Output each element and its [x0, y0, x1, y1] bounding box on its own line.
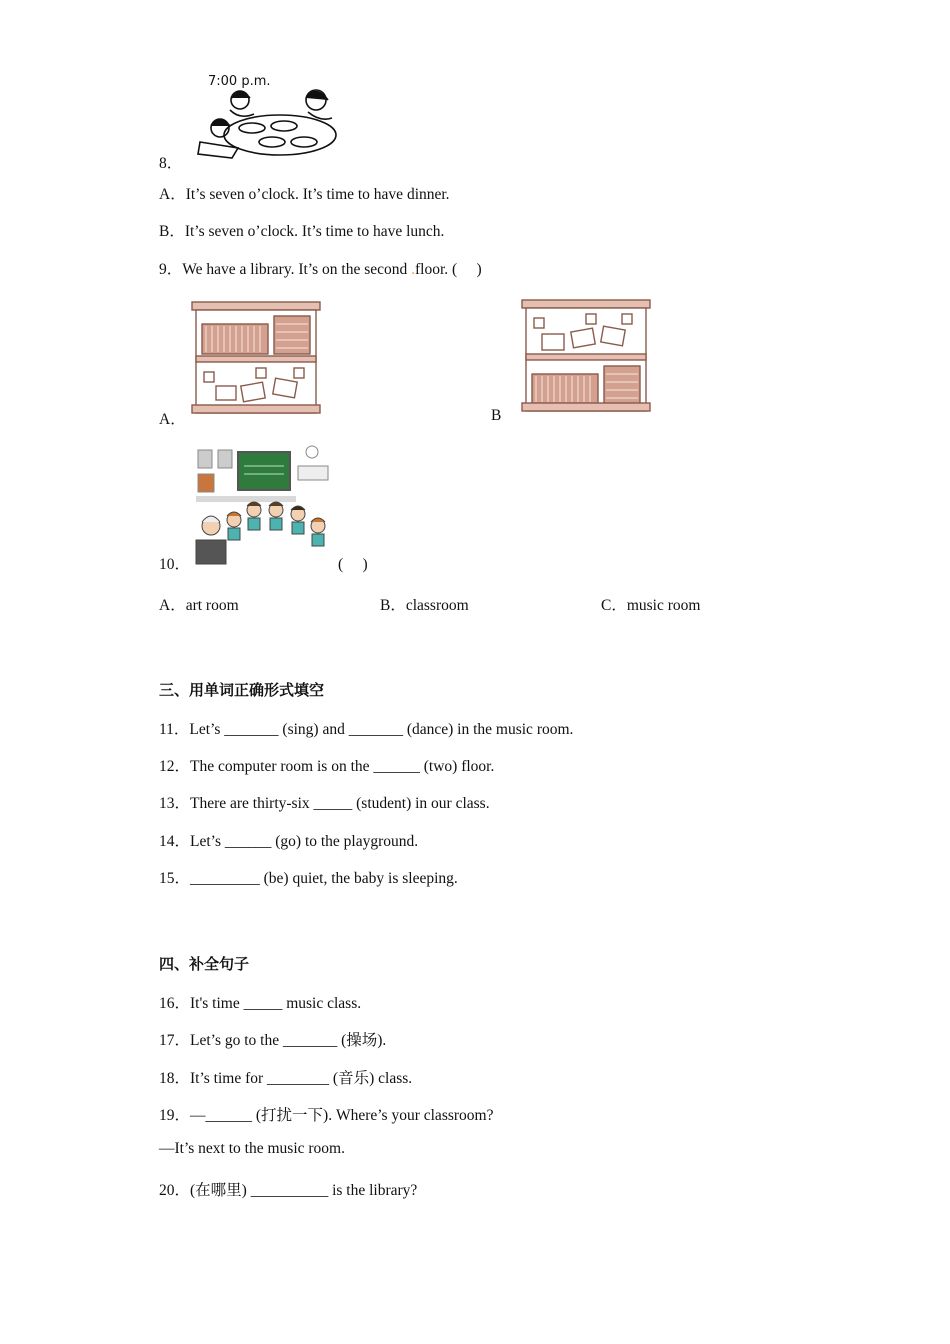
section-4-heading: 四、补全句子	[159, 955, 250, 973]
question-14: 14．Let’s ______ (go) to the playground.	[159, 833, 419, 850]
question-8-number: 8．	[159, 155, 183, 172]
section-3-heading: 三、用单词正确形式填空	[159, 681, 325, 699]
question-12: 12．The computer room is on the ______ (two) floor.	[159, 758, 495, 775]
question-15: 15．_________ (be) quiet, the baby is sleeping.	[159, 870, 458, 887]
marker-dot: .	[411, 261, 415, 278]
building-library-bottom-illustration	[518, 298, 654, 413]
question-9-option-a-label[interactable]: A．	[159, 411, 186, 428]
question-9-text-start: 9．We have a library. It’s on the second	[159, 261, 408, 278]
clock-time-label: 7:00 p.m.	[208, 74, 271, 89]
question-10-option-a[interactable]: A．art room	[159, 597, 239, 614]
question-10-option-c[interactable]: C．music room	[601, 597, 701, 614]
question-10-answer-blank[interactable]: ( )	[338, 556, 368, 573]
question-9-text-end: floor. ( )	[415, 261, 482, 278]
question-19-answer: —It’s next to the music room.	[159, 1140, 345, 1157]
question-9-option-b-label[interactable]: B	[491, 407, 502, 424]
family-dinner-illustration	[192, 70, 342, 162]
question-8-option-b[interactable]: B．It’s seven o’clock. It’s time to have lunch.	[159, 223, 445, 240]
question-18: 18．It’s time for ________ (音乐) class.	[159, 1070, 413, 1087]
question-19: 19．—______ (打扰一下). Where’s your classroom?	[159, 1107, 494, 1124]
building-library-top-illustration	[188, 300, 324, 415]
question-9-text	[159, 257, 482, 279]
question-13: 13．There are thirty-six _____ (student) in our class.	[159, 795, 490, 812]
question-16: 16．It's time _____ music class.	[159, 995, 362, 1012]
question-20: 20．(在哪里) __________ is the library?	[159, 1182, 418, 1199]
question-8-option-a[interactable]: A．It’s seven o’clock. It’s time to have dinner.	[159, 186, 450, 203]
question-10-number: 10．	[159, 556, 191, 573]
question-11: 11．Let’s _______ (sing) and _______ (dance) in the music room.	[159, 721, 574, 738]
question-17: 17．Let’s go to the _______ (操场).	[159, 1032, 387, 1049]
music-room-illustration	[192, 444, 334, 568]
question-10-option-b[interactable]: B．classroom	[380, 597, 469, 614]
